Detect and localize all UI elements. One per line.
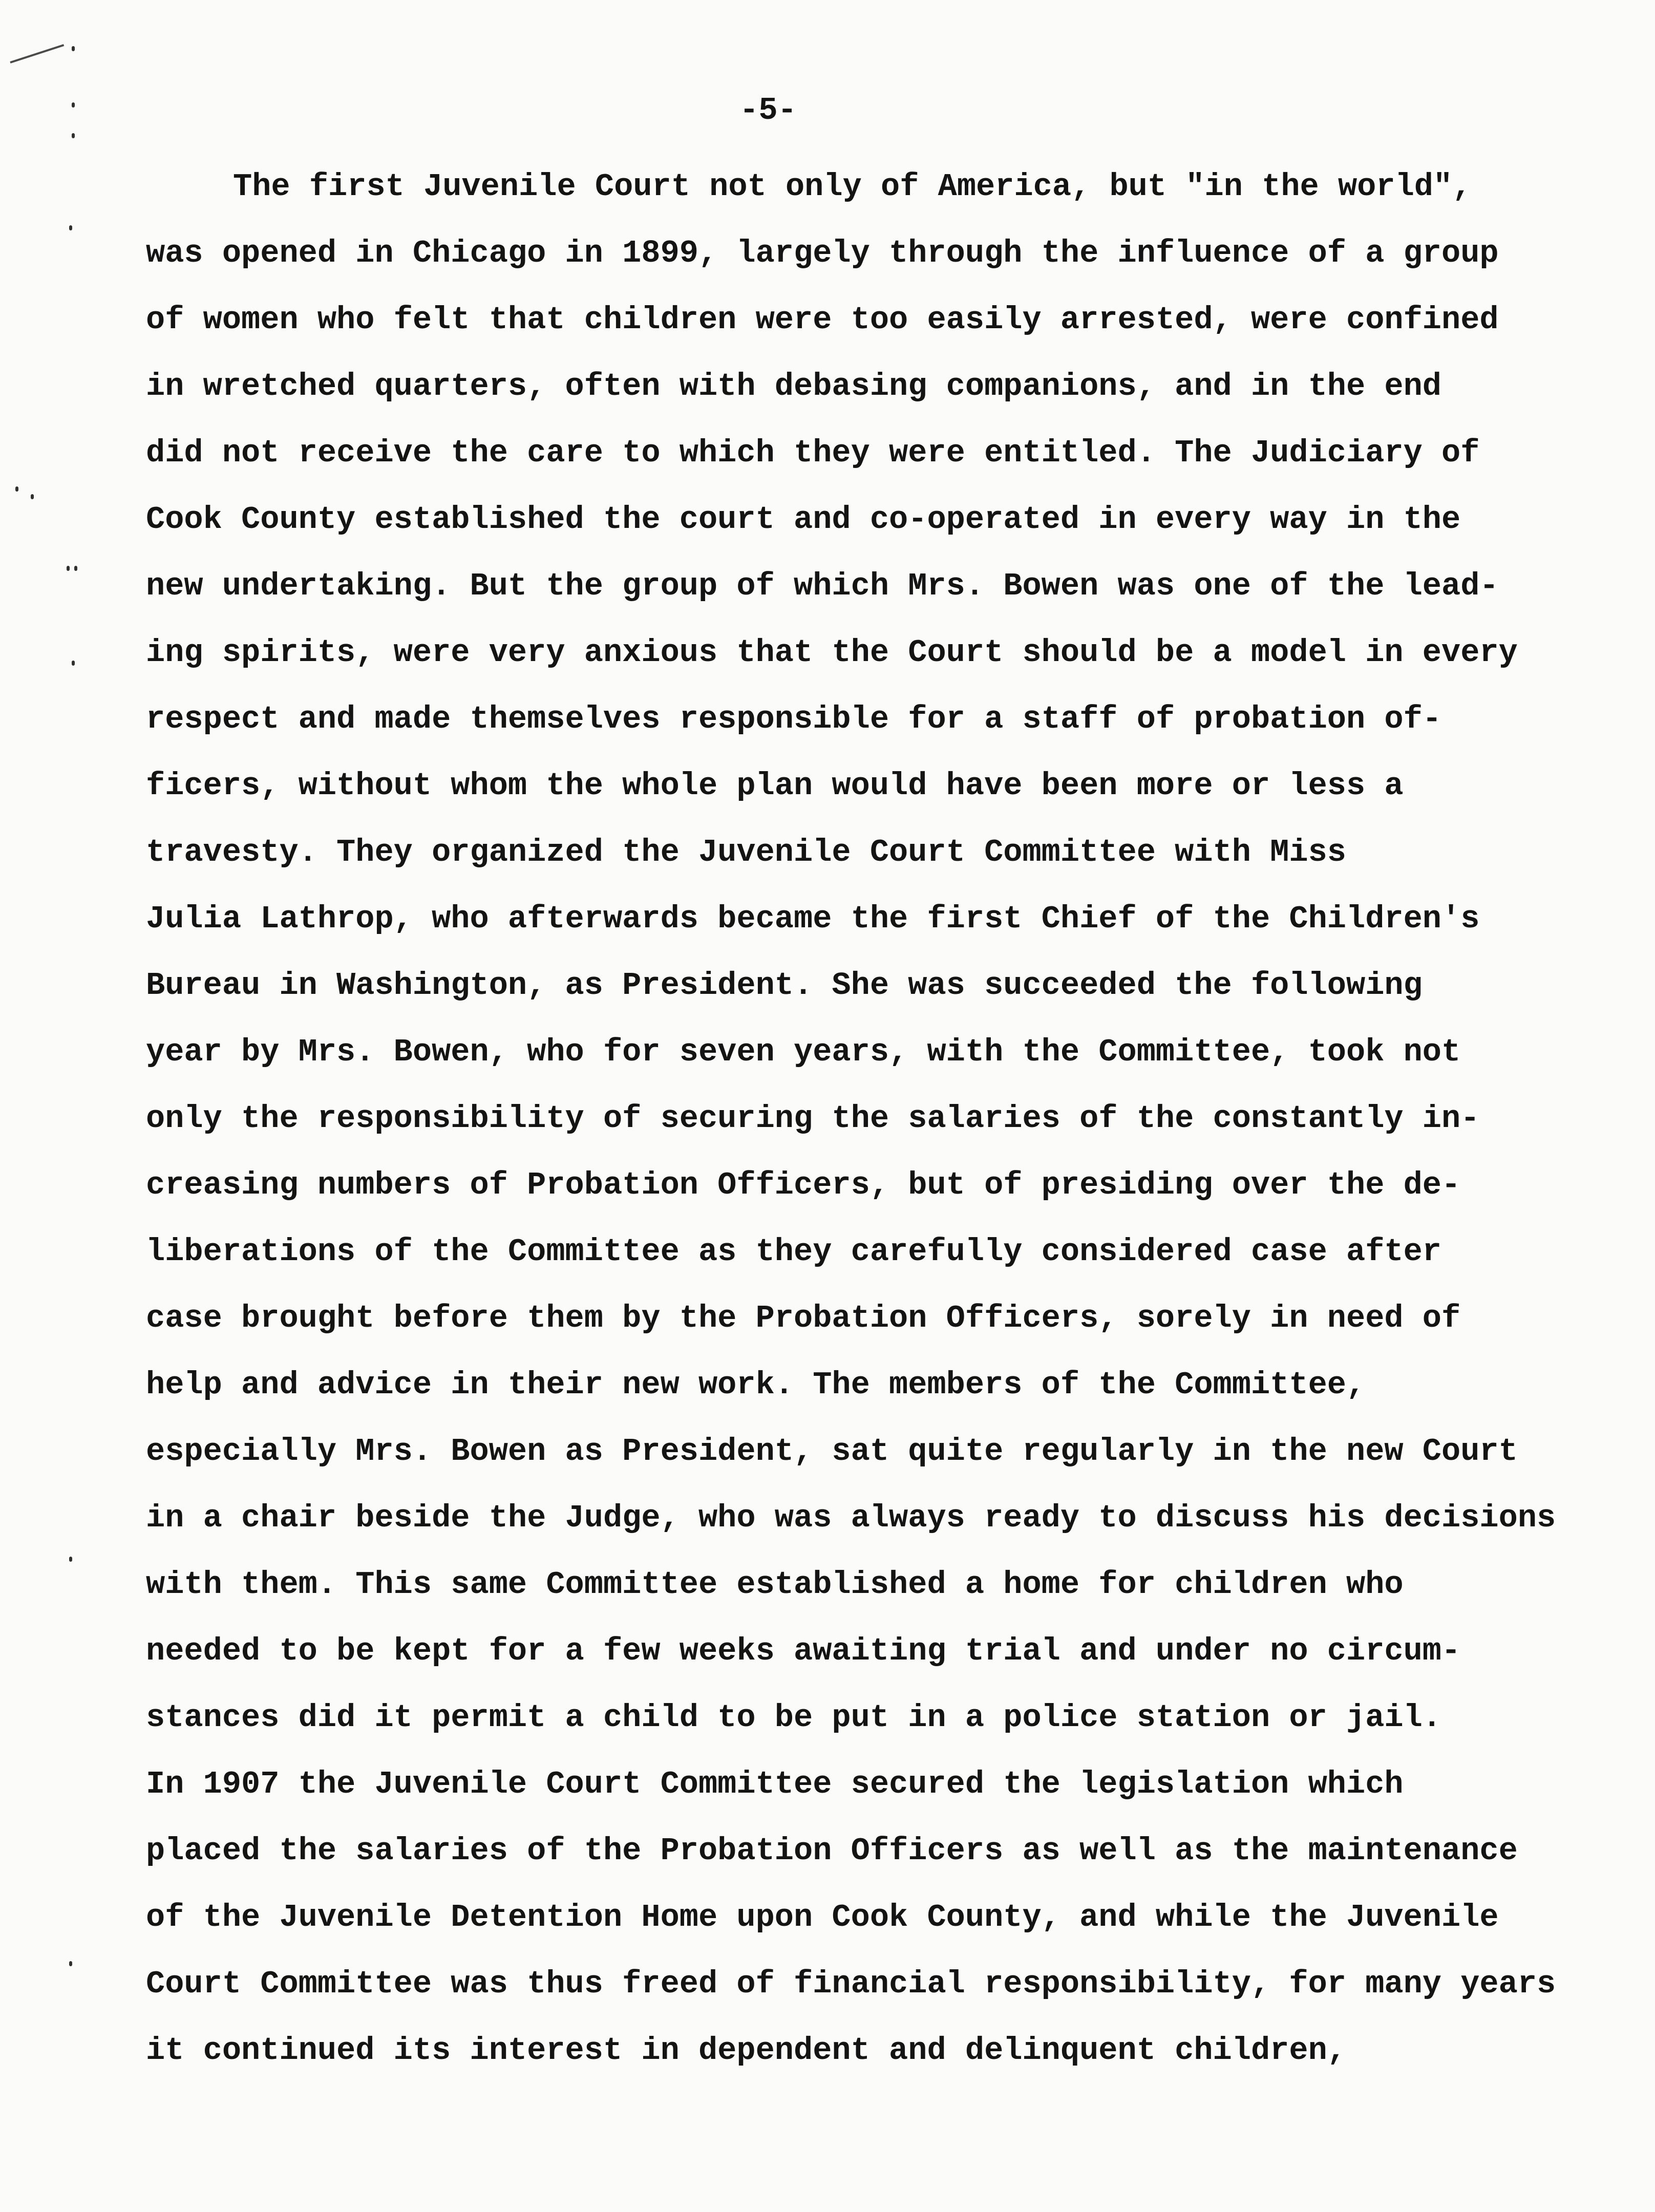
text-line: placed the salaries of the Probation Officers as well as the maintenance — [146, 1833, 1518, 1869]
text-line: The first Juvenile Court not only of America, but "in the world", — [233, 168, 1472, 205]
text-line: in a chair beside the Judge, who was always ready to discuss his decisions — [146, 1500, 1556, 1536]
text-line: respect and made themselves responsible for a staff of probation of- — [146, 701, 1442, 737]
page-number: -5- — [739, 92, 797, 129]
text-line: ficers, without whom the whole plan would have been more or less a — [146, 768, 1404, 804]
text-line: in wretched quarters, often with debasing companions, and in the end — [146, 368, 1442, 405]
text-line: travesty. They organized the Juvenile Court Committee with Miss — [146, 834, 1346, 870]
text-line: Cook County established the court and co-operated in every way in the — [146, 501, 1461, 538]
text-line: help and advice in their new work. The members of the Committee, — [146, 1367, 1366, 1403]
text-line: Julia Lathrop, who afterwards became the first Chief of the Children's — [146, 901, 1480, 937]
text-line: especially Mrs. Bowen as President, sat quite regularly in the new Court — [146, 1433, 1518, 1470]
text-line: Court Committee was thus freed of financial responsibility, for many years — [146, 1966, 1556, 2002]
text-line: case brought before them by the Probation Officers, sorely in need of — [146, 1300, 1461, 1336]
text-line: of the Juvenile Detention Home upon Cook County, and while the Juvenile — [146, 1899, 1499, 1936]
margin-speck — [74, 566, 77, 571]
text-line: of women who felt that children were too easily arrested, were confined — [146, 302, 1499, 338]
margin-speck — [72, 661, 75, 666]
text-line: stances did it permit a child to be put in a police station or jail. — [146, 1699, 1442, 1736]
text-line: year by Mrs. Bowen, who for seven years, with the Committee, took not — [146, 1034, 1461, 1070]
margin-speck — [67, 566, 70, 571]
typed-paragraph — [146, 154, 1621, 2084]
text-line: with them. This same Committee established a home for children who — [146, 1566, 1404, 1603]
text-line: creasing numbers of Probation Officers, but of presiding over the de- — [146, 1167, 1461, 1203]
text-line: was opened in Chicago in 1899, largely through the influence of a group — [146, 235, 1499, 271]
text-line: Bureau in Washington, as President. She was succeeded the following — [146, 967, 1423, 1004]
margin-speck — [31, 494, 34, 499]
text-line: only the responsibility of securing the salaries of the constantly in- — [146, 1100, 1480, 1137]
margin-speck — [69, 225, 72, 230]
text-line: In 1907 the Juvenile Court Committee secured the legislation which — [146, 1766, 1404, 1802]
margin-speck — [15, 486, 18, 492]
margin-speck — [72, 102, 75, 108]
text-line: did not receive the care to which they were entitled. The Judiciary of — [146, 435, 1480, 471]
margin-speck — [69, 1961, 72, 1966]
text-line: liberations of the Committee as they carefully considered case after — [146, 1233, 1442, 1270]
margin-speck — [69, 1557, 72, 1562]
margin-pen-stroke — [10, 44, 64, 63]
text-line: ing spirits, were very anxious that the Court should be a model in every — [146, 634, 1518, 671]
text-line: needed to be kept for a few weeks awaiting trial and under no circum- — [146, 1633, 1461, 1669]
margin-speck — [72, 133, 75, 138]
margin-speck — [72, 46, 75, 51]
text-line: it continued its interest in dependent and delinquent children, — [146, 2032, 1346, 2069]
text-line: new undertaking. But the group of which Mrs. Bowen was one of the lead- — [146, 568, 1499, 604]
